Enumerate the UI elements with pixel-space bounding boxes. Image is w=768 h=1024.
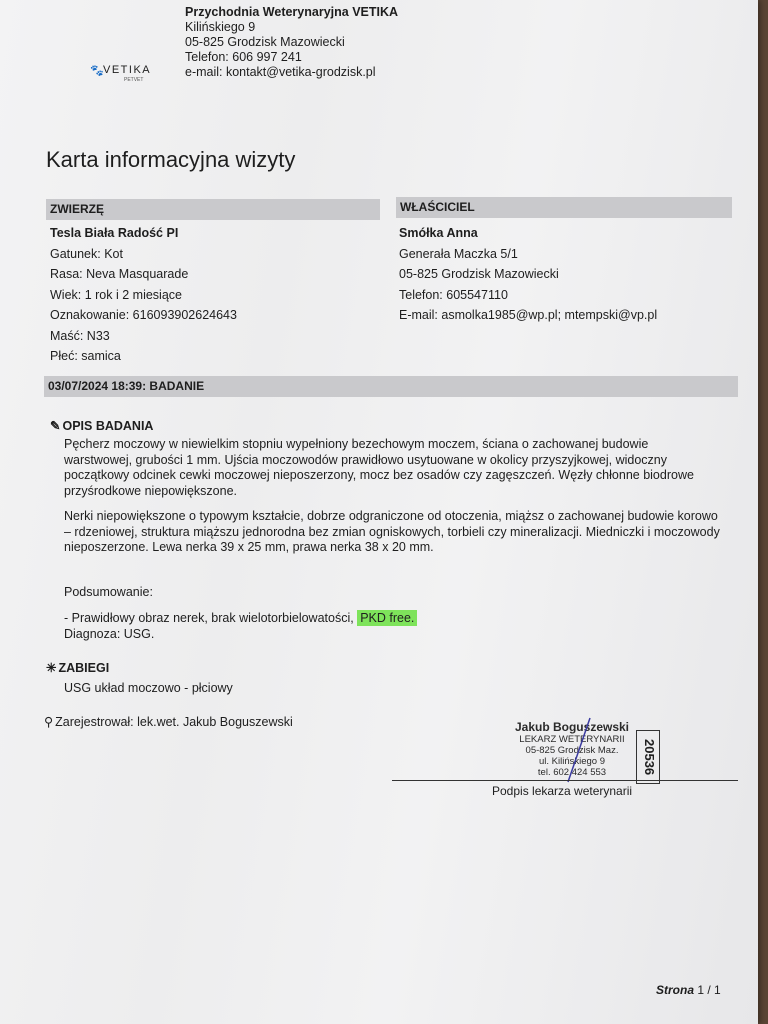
animal-section-header: ZWIERZĘ [46,199,380,220]
owner-name: Smółka Anna [399,226,478,240]
stamp-line-3: ul. Kilińskiego 9 [538,756,605,767]
logo-subtext: PETVET [124,77,144,83]
owner-city: 05-825 Grodzisk Mazowiecki [399,267,559,281]
summary-text: - Prawidłowy obraz nerek, brak wielotorbielowatości, [64,611,358,625]
visit-header: 03/07/2024 18:39: BADANIE [44,376,738,397]
clinic-header [185,5,398,80]
exam-paragraph-1: Pęcherz moczowy w niewielkim stopniu wypełniony bezechowym moczem, ściana o zachowanej budowie warstwowej, grubości 1 mm. Ujścia moczowodów prawidłowo usytuowane w okolicy przyszyjkowej, widoczny początkowy odcinek cewki moczowej nieposzerzony, mocz bez osadów czy zagęszczeń. Węzły chłonne biodrowe przyśrodkowe niepowiększone. [64,437,694,498]
owner-email: E-mail: asmolka1985@wp.pl; mtempski@vp.pl [399,308,658,322]
person-icon: ⚲ [44,715,54,729]
description-title: OPIS BADANIA [62,419,154,433]
signature-line [392,780,738,781]
stamp-line-4: tel. 602 424 553 [537,767,607,778]
animal-sex: Płeć: samica [50,349,121,363]
clinic-phone: Telefon: 606 997 241 [185,50,302,64]
page-current: 1 [697,983,705,997]
animal-id: Oznakowanie: 616093902624643 [50,308,237,322]
registered-by [44,714,293,729]
procedures-header [46,660,109,675]
page-total: / 1 [707,983,721,997]
procedures-title: ZABIEGI [58,661,110,675]
owner-phone: Telefon: 605547110 [399,287,508,302]
exam-paragraph-2: Nerki niepowiększone o typowym kształcie, dobrze odgraniczone od otoczenia, miąższ o zachowanej budowie korowo – rdzeniowej, struktura miąższu jednorodna bez zmian ogniskowych, torbieli czy mineralizacji. Miedniczki i moczowody nieposzerzone. Lewa nerka 39 x 25 mm, prawa nerka 38 x 20 mm. [64,509,720,554]
summary-label: Podsumowanie: [64,585,153,599]
stamp-number: 20536 [636,730,660,784]
clinic-street: Kilińskiego 9 [185,20,256,34]
pen-icon: ✎ [50,419,61,433]
page-number [656,983,721,997]
stamp-line-1: LEKARZ WETERYNARII [519,734,625,745]
signature-scribble [560,716,600,786]
document-title: Karta informacyjna wizyty [46,147,296,172]
procedure-item: USG układ moczowo - płciowy [64,681,233,695]
summary-highlight: PKD free. [357,610,417,626]
animal-species: Gatunek: Kot [50,246,123,261]
animal-color: Maść: N33 [50,328,110,343]
clinic-email: e-mail: kontakt@vetika-grodzisk.pl [185,65,376,79]
registered-text: Zarejestrował: lek.wet. Jakub Boguszewski [55,715,293,729]
animal-details [50,223,237,367]
clinic-logo [90,64,165,90]
page-label: Strona [656,983,695,997]
animal-name: Tesla Biała Radość PI [50,226,179,240]
stamp-name: Jakub Boguszewski [514,720,630,734]
owner-section-header: WŁAŚCICIEL [396,197,732,218]
clinic-name: Przychodnia Weterynaryjna VETIKA [185,5,399,19]
asterisk-icon: ✳ [46,661,57,675]
summary-line [64,611,417,627]
animal-breed: Rasa: Neva Masquarade [50,267,189,281]
description-header [50,418,153,433]
logo-text: VETIKA [103,64,152,76]
animal-age: Wiek: 1 rok i 2 miesiące [50,287,182,302]
owner-street: Generała Maczka 5/1 [399,246,518,261]
paw-icon: 🐾 [90,65,104,77]
diagnosis: Diagnoza: USG. [64,627,155,641]
stamp-line-2: 05-825 Grodzisk Maz. [525,745,619,756]
signature-label: Podpis lekarza weterynarii [492,784,633,798]
clinic-city: 05-825 Grodzisk Mazowiecki [185,35,345,49]
owner-details [399,223,657,326]
